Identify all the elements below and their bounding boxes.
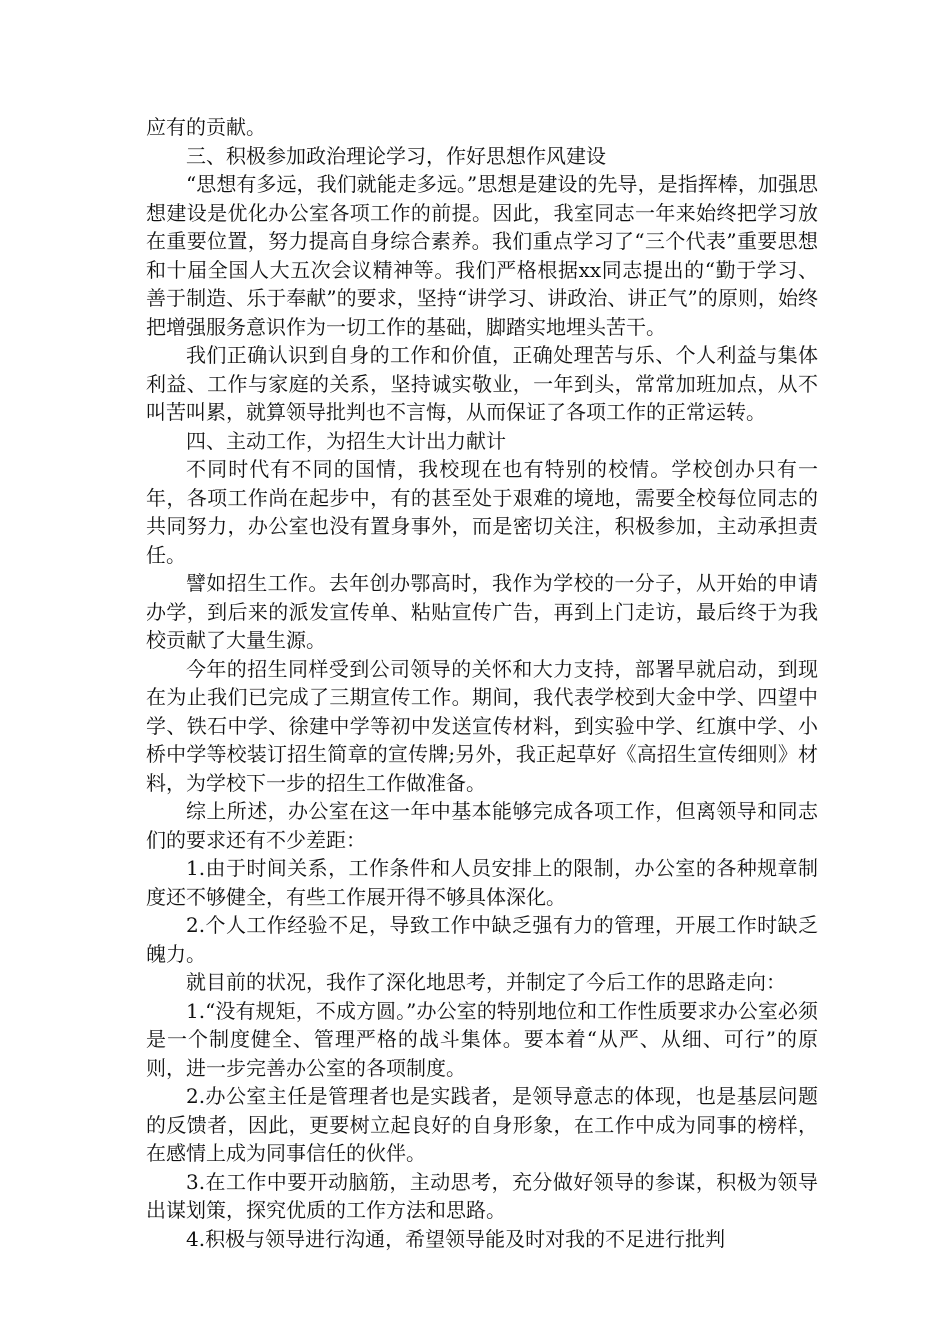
paragraph: 我们正确认识到自身的工作和价值，正确处理苦与乐、个人利益与集体利益、工作与家庭的关系，坚持诚实敬业，一年到头，常常加班加点，从不叫苦叫累，就算领导批判也不言悔，从而保证了各项工作的正常运转。: [146, 343, 818, 424]
list-item: 1.“没有规矩，不成方圆。”办公室的特别地位和工作性质要求办公室必须是一个制度健全、管理严格的战斗集体。要本着“从严、从细、可行”的原则，进一步完善办公室的各项制度。: [146, 998, 818, 1080]
paragraph: 综上所述，办公室在这一年中基本能够完成各项工作，但离领导和同志们的要求还有不少差距：: [146, 799, 818, 852]
list-item: 4.积极与领导进行沟通，希望领导能及时对我的不足进行批判: [186, 1226, 726, 1251]
list-item: 2.办公室主任是管理者也是实践者，是领导意志的体现，也是基层问题的反馈者，因此，更要树立起良好的自身形象，在工作中成为同事的榜样，在感情上成为同事信任的伙伴。: [146, 1084, 818, 1165]
paragraph: 不同时代有不同的国情，我校现在也有特别的校情。学校创办只有一年，各项工作尚在起步中，有的甚至处于艰难的境地，需要全校每位同志的共同努力，办公室也没有置身事外，而是密切关注，积极参加，主动承担责任。: [146, 457, 818, 567]
paragraph-continuation: 应有的贡献。: [146, 115, 266, 139]
list-item: 2.个人工作经验不足，导致工作中缺乏强有力的管理，开展工作时缺乏魄力。: [146, 913, 818, 966]
paragraph: 今年的招生同样受到公司领导的关怀和大力支持，部署早就启动，到现在为止我们已完成了三期宣传工作。期间，我代表学校到大金中学、四望中学、铁石中学、徐建中学等初中发送宣传材料，到实验中学、红旗中学、小桥中学等校装订招生简章的宣传牌;另外，我正起草好《高招生宣传细则》材料，为学校下一步的招生工作做准备。: [146, 656, 818, 795]
section-heading-3: 三、积极参加政治理论学习，作好思想作风建设: [186, 143, 606, 168]
paragraph: “思想有多远，我们就能走多远。”思想是建设的先导，是指挥棒，加强思想建设是优化办公室各项工作的前提。因此，我室同志一年来始终把学习放在重要位置，努力提高自身综合素养。我们重点学习了“三个代表”重要思想和十届全国人大五次会议精神等。我们严格根据xx同志提出的“勤于学习、善于制造、乐于奉献”的要求，坚持“讲学习、讲政治、讲正气”的原则，始终把增强服务意识作为一切工作的基础，脚踏实地埋头苦干。: [146, 172, 818, 339]
list-item: 3.在工作中要开动脑筋，主动思考，充分做好领导的参谋，积极为领导出谋划策，探究优质的工作方法和思路。: [146, 1169, 818, 1222]
paragraph: 就目前的状况，我作了深化地思考，并制定了今后工作的思路走向：: [186, 970, 786, 994]
section-heading-4: 四、主动工作，为招生大计出力献计: [186, 428, 506, 453]
list-item: 1.由于时间关系，工作条件和人员安排上的限制，办公室的各种规章制度还不够健全，有些工作展开得不够具体深化。: [146, 856, 818, 909]
document-page: [146, 113, 818, 1253]
paragraph: 譬如招生工作。去年创办鄂高时，我作为学校的一分子，从开始的申请办学，到后来的派发宣传单、粘贴宣传广告，再到上门走访，最后终于为我校贡献了大量生源。: [146, 571, 818, 652]
